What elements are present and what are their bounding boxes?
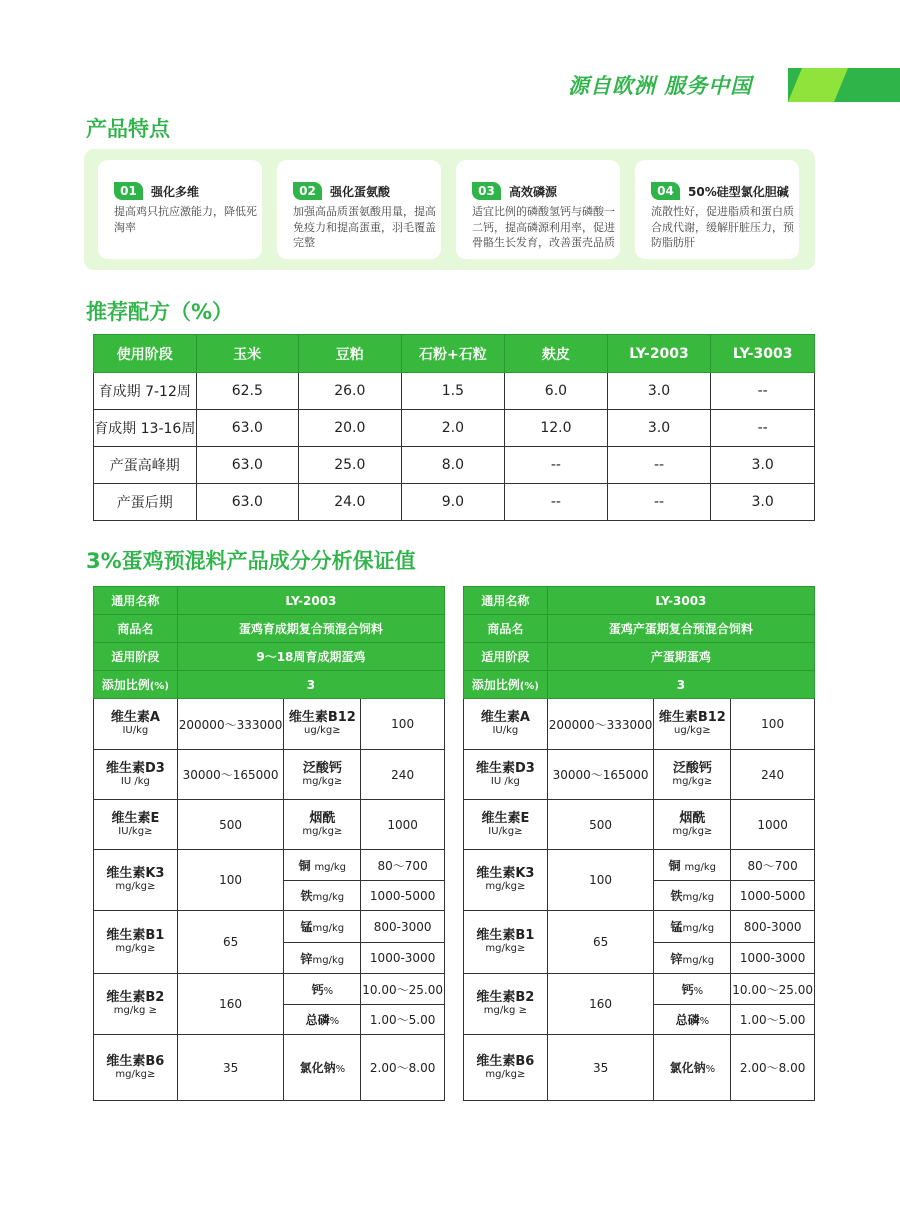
table-row (464, 699, 815, 750)
feature-card-1 (98, 160, 262, 259)
nutrient-name: 维生素B1 (476, 928, 535, 943)
feature-desc: 提高鸡只抗应激能力，降低死淘率 (114, 205, 257, 234)
nutrient-name-cell (464, 911, 548, 974)
feature-number: 03 (472, 182, 501, 200)
nutrient-value: 30000～165000 (177, 750, 284, 800)
nutrient-unit: IU/kg (492, 725, 519, 736)
table-cell: 3.0 (607, 410, 711, 447)
formula-title: 推荐配方（%） (86, 300, 234, 324)
table-row (464, 800, 815, 850)
nutrient-unit: mg/kg ≥ (483, 1005, 527, 1016)
nutrient-name-cell (464, 974, 548, 1035)
nutrient-value: 1000-5000 (361, 881, 445, 911)
nutrient-value: 100 (731, 699, 815, 750)
table-row (94, 800, 445, 850)
slogan-text: 源自欧洲 服务中国 (568, 74, 753, 98)
nutrient-value: 10.00～25.00 (731, 974, 815, 1005)
ratio-label-unit: (%) (519, 681, 539, 692)
features-panel (84, 149, 815, 270)
table-cell: -- (505, 447, 608, 484)
table-cell: 8.0 (401, 447, 505, 484)
nutrient-value: 65 (177, 911, 284, 974)
nutrient-unit: mg/kg (682, 892, 715, 903)
ratio-label-unit: (%) (149, 681, 169, 692)
label-stage: 适用阶段 (94, 643, 178, 671)
product-trade-name: 蛋鸡育成期复合预混合饲料 (177, 615, 444, 643)
feature-title: 强化多维 (151, 184, 200, 199)
nutrient-name-cell (284, 850, 361, 881)
nutrient-unit: mg/kg (312, 892, 345, 903)
nutrient-value: 80～700 (731, 850, 815, 881)
nutrient-value: 2.00～8.00 (731, 1035, 815, 1101)
table-row (464, 1035, 815, 1101)
nutrient-value: 35 (547, 1035, 654, 1101)
nutrient-name-cell (94, 911, 178, 974)
nutrient-name: 烟酰 (679, 810, 706, 826)
nutrient-value: 1000 (731, 800, 815, 850)
nutrient-value: 65 (547, 911, 654, 974)
table-cell: -- (607, 447, 711, 484)
nutrient-unit: IU/kg (122, 725, 149, 736)
product-ratio: 3 (547, 671, 814, 699)
nutrient-name-cell (94, 800, 178, 850)
table-row (464, 587, 815, 615)
header-ly2003: LY-2003 (607, 335, 711, 373)
table-row (464, 671, 815, 699)
ratio-label-text: 添加比例 (101, 678, 150, 692)
table-cell: 产蛋后期 (94, 484, 197, 521)
nutrient-unit: mg/kg (682, 923, 715, 934)
table-row (94, 643, 445, 671)
nutrient-name-cell (464, 750, 548, 800)
nutrient-name: 维生素A (480, 710, 530, 725)
product-trade-name: 蛋鸡产蛋期复合预混合饲料 (547, 615, 814, 643)
nutrient-name: 锌 (670, 951, 683, 966)
nutrient-name: 维生素B6 (476, 1053, 535, 1069)
label-trade-name: 商品名 (94, 615, 178, 643)
nutrient-name: 维生素B2 (106, 990, 165, 1005)
slogan-accent-bar (788, 68, 900, 102)
nutrient-value: 100 (361, 699, 445, 750)
nutrient-name-cell (654, 800, 731, 850)
analysis-table-ly3003 (463, 586, 815, 1101)
table-cell: -- (711, 410, 815, 447)
table-row (94, 699, 445, 750)
header-bran: 麸皮 (505, 335, 608, 373)
nutrient-value: 200000～333000 (177, 699, 284, 750)
label-ratio (464, 671, 548, 699)
nutrient-unit: mg/kg (312, 954, 345, 966)
table-cell: 育成期 13-16周 (94, 410, 197, 447)
analysis-table-ly2003 (93, 586, 445, 1101)
nutrient-value: 1.00～5.00 (361, 1005, 445, 1035)
table-row (94, 484, 815, 521)
nutrient-value: 800-3000 (361, 911, 445, 943)
nutrient-name: 钙 (311, 982, 324, 997)
nutrient-name-cell (654, 850, 731, 881)
nutrient-name: 钙 (681, 982, 694, 997)
nutrient-name-cell (94, 750, 178, 800)
nutrient-unit: % (323, 985, 334, 997)
feature-desc: 加强高品质蛋氨酸用量，提高免疫力和提高蛋重，羽毛覆盖完整 (293, 205, 436, 249)
nutrient-unit: IU/kg≥ (488, 825, 523, 837)
nutrient-name: 泛酸钙 (302, 760, 342, 776)
nutrient-unit: IU /kg (490, 775, 520, 787)
nutrient-value: 500 (547, 800, 654, 850)
nutrient-unit: mg/kg≥ (672, 775, 713, 787)
nutrient-unit: ug/kg≥ (304, 725, 341, 736)
nutrient-unit: mg/kg (684, 861, 717, 873)
nutrient-name-cell (94, 974, 178, 1035)
nutrient-name-cell (284, 881, 361, 911)
nutrient-name-cell (654, 974, 731, 1005)
table-row (464, 911, 815, 943)
nutrient-name-cell (284, 1005, 361, 1035)
table-cell: 63.0 (196, 484, 299, 521)
table-cell: 25.0 (299, 447, 402, 484)
table-row (94, 410, 815, 447)
nutrient-name-cell (654, 699, 731, 750)
label-ratio (94, 671, 178, 699)
feature-title: 强化蛋氨酸 (330, 184, 391, 199)
table-cell: 育成期 7-12周 (94, 373, 197, 410)
table-cell: 63.0 (196, 410, 299, 447)
nutrient-value: 800-3000 (731, 911, 815, 943)
feature-title: 50%硅型氯化胆碱 (688, 184, 789, 199)
nutrient-name: 总磷 (305, 1013, 330, 1027)
label-generic-name: 通用名称 (94, 587, 178, 615)
nutrient-name-cell (94, 1035, 178, 1101)
table-row (464, 750, 815, 800)
nutrient-value: 1000-5000 (731, 881, 815, 911)
nutrient-value: 1000 (361, 800, 445, 850)
table-row (464, 643, 815, 671)
nutrient-name-cell (654, 881, 731, 911)
nutrient-name: 铁 (300, 889, 313, 903)
nutrient-name-cell (464, 850, 548, 911)
table-row (94, 750, 445, 800)
nutrient-unit: IU /kg (120, 775, 150, 787)
table-cell: 63.0 (196, 447, 299, 484)
nutrient-value: 35 (177, 1035, 284, 1101)
nutrient-name-cell (284, 750, 361, 800)
table-cell: -- (607, 484, 711, 521)
nutrient-value: 30000～165000 (547, 750, 654, 800)
product-code: LY-2003 (177, 587, 444, 615)
feature-card-3 (456, 160, 620, 259)
nutrient-name-cell (94, 850, 178, 911)
product-code: LY-3003 (547, 587, 814, 615)
nutrient-name: 维生素B2 (476, 990, 535, 1005)
nutrient-name: 维生素B12 (658, 710, 726, 725)
table-cell: 3.0 (711, 484, 815, 521)
nutrient-name-cell (284, 800, 361, 850)
feature-title: 高效磷源 (509, 184, 558, 199)
nutrient-unit: IU/kg≥ (118, 825, 153, 837)
nutrient-name: 铁 (670, 889, 683, 903)
nutrient-unit: mg/kg (314, 861, 347, 873)
nutrient-name-cell (284, 699, 361, 750)
nutrient-name: 维生素B6 (106, 1053, 165, 1069)
table-row (94, 911, 445, 943)
nutrient-name: 烟酰 (309, 810, 336, 826)
nutrient-unit: mg/kg≥ (485, 1068, 526, 1080)
header-limestone: 石粉+石粒 (401, 335, 505, 373)
table-cell: 1.5 (401, 373, 505, 410)
nutrient-unit: % (335, 1064, 346, 1075)
nutrient-unit: mg/kg (312, 923, 345, 934)
label-stage: 适用阶段 (464, 643, 548, 671)
nutrient-name: 维生素D3 (475, 760, 535, 776)
nutrient-name: 维生素A (110, 710, 160, 725)
product-ratio: 3 (177, 671, 444, 699)
table-row (94, 1035, 445, 1101)
nutrient-value: 500 (177, 800, 284, 850)
nutrient-unit: mg/kg (682, 954, 715, 966)
table-cell: 24.0 (299, 484, 402, 521)
table-row (464, 850, 815, 881)
nutrient-unit: % (705, 1064, 716, 1075)
table-cell: 2.0 (401, 410, 505, 447)
table-cell: 62.5 (196, 373, 299, 410)
header-corn: 玉米 (196, 335, 299, 373)
nutrient-name-cell (284, 943, 361, 974)
table-cell: 12.0 (505, 410, 608, 447)
nutrient-name: 铜 (668, 858, 681, 873)
table-cell: -- (505, 484, 608, 521)
header-soymeal: 豆粕 (299, 335, 402, 373)
nutrient-name: 维生素K3 (476, 866, 535, 881)
formula-header-row (94, 335, 815, 373)
table-cell: 26.0 (299, 373, 402, 410)
nutrient-name-cell (284, 1035, 361, 1101)
nutrient-name: 维生素B1 (106, 928, 165, 943)
nutrient-name: 总磷 (675, 1013, 700, 1027)
header-ly3003: LY-3003 (711, 335, 815, 373)
nutrient-value: 200000～333000 (547, 699, 654, 750)
feature-number: 02 (293, 182, 322, 200)
table-row (94, 671, 445, 699)
nutrient-name: 锌 (300, 951, 313, 966)
nutrient-unit: ug/kg≥ (674, 725, 711, 736)
nutrient-name: 氯化钠 (669, 1061, 706, 1075)
nutrient-value: 80～700 (361, 850, 445, 881)
nutrient-value: 2.00～8.00 (361, 1035, 445, 1101)
label-trade-name: 商品名 (464, 615, 548, 643)
nutrient-name: 氯化钠 (299, 1061, 336, 1075)
nutrient-name: 维生素E (481, 810, 530, 826)
table-cell: 3.0 (607, 373, 711, 410)
nutrient-name-cell (654, 1005, 731, 1035)
nutrient-name: 泛酸钙 (672, 760, 712, 776)
nutrient-unit: mg/kg≥ (115, 1068, 156, 1080)
features-title: 产品特点 (86, 117, 170, 141)
table-row (94, 447, 815, 484)
nutrient-unit: mg/kg≥ (115, 881, 156, 892)
feature-desc: 适宜比例的磷酸氢钙与磷酸一二钙，提高磷源利用率，促进骨骼生长发育，改善蛋壳品质 (472, 205, 615, 249)
nutrient-value: 100 (547, 850, 654, 911)
nutrient-name-cell (654, 943, 731, 974)
nutrient-value: 1000-3000 (361, 943, 445, 974)
nutrient-unit: mg/kg ≥ (113, 1005, 157, 1016)
feature-number: 01 (114, 182, 143, 200)
nutrient-name-cell (464, 699, 548, 750)
nutrient-value: 100 (177, 850, 284, 911)
nutrient-name-cell (464, 1035, 548, 1101)
nutrient-name-cell (654, 750, 731, 800)
nutrient-name: 维生素B12 (288, 710, 356, 725)
nutrient-unit: mg/kg≥ (302, 825, 343, 837)
table-row (464, 615, 815, 643)
nutrient-name-cell (284, 974, 361, 1005)
nutrient-value: 240 (361, 750, 445, 800)
nutrient-unit: mg/kg≥ (302, 775, 343, 787)
nutrient-name-cell (284, 911, 361, 943)
nutrient-value: 1000-3000 (731, 943, 815, 974)
table-row (94, 373, 815, 410)
nutrient-unit: % (699, 1016, 710, 1027)
analysis-title: 3%蛋鸡预混料产品成分分析保证值 (86, 549, 416, 573)
nutrient-name: 锰 (670, 920, 683, 934)
nutrient-value: 160 (177, 974, 284, 1035)
label-generic-name: 通用名称 (464, 587, 548, 615)
nutrient-unit: % (329, 1016, 340, 1027)
product-stage: 产蛋期蛋鸡 (547, 643, 814, 671)
header-stage: 使用阶段 (94, 335, 197, 373)
table-cell: 20.0 (299, 410, 402, 447)
table-row (94, 850, 445, 881)
nutrient-name: 锰 (300, 920, 313, 934)
nutrient-name: 维生素D3 (105, 760, 165, 776)
nutrient-value: 1.00～5.00 (731, 1005, 815, 1035)
feature-card-2 (277, 160, 441, 259)
feature-card-4 (635, 160, 799, 259)
table-row (94, 615, 445, 643)
nutrient-unit: mg/kg≥ (485, 881, 526, 892)
nutrient-unit: % (693, 985, 704, 997)
table-cell: 3.0 (711, 447, 815, 484)
table-cell: -- (711, 373, 815, 410)
feature-number: 04 (651, 182, 680, 200)
nutrient-unit: mg/kg≥ (115, 943, 156, 954)
nutrient-name: 维生素E (111, 810, 160, 826)
feature-desc: 流散性好，促进脂质和蛋白质合成代谢，缓解肝脏压力，预防脂肪肝 (651, 205, 794, 249)
nutrient-value: 160 (547, 974, 654, 1035)
nutrient-name-cell (464, 800, 548, 850)
nutrient-name-cell (654, 1035, 731, 1101)
ratio-label-text: 添加比例 (471, 678, 520, 692)
table-row (94, 974, 445, 1005)
table-cell: 9.0 (401, 484, 505, 521)
nutrient-value: 10.00～25.00 (361, 974, 445, 1005)
table-cell: 6.0 (505, 373, 608, 410)
slogan-accent-stripe (788, 68, 848, 102)
formula-table (93, 334, 815, 521)
nutrient-name-cell (654, 911, 731, 943)
nutrient-unit: mg/kg≥ (485, 943, 526, 954)
nutrient-unit: mg/kg≥ (672, 825, 713, 837)
table-row (94, 587, 445, 615)
table-cell: 产蛋高峰期 (94, 447, 197, 484)
table-row (464, 974, 815, 1005)
nutrient-name: 维生素K3 (106, 866, 165, 881)
nutrient-value: 240 (731, 750, 815, 800)
slogan-banner (560, 66, 900, 102)
nutrient-name: 铜 (298, 858, 311, 873)
nutrient-name-cell (94, 699, 178, 750)
product-stage: 9～18周育成期蛋鸡 (177, 643, 444, 671)
